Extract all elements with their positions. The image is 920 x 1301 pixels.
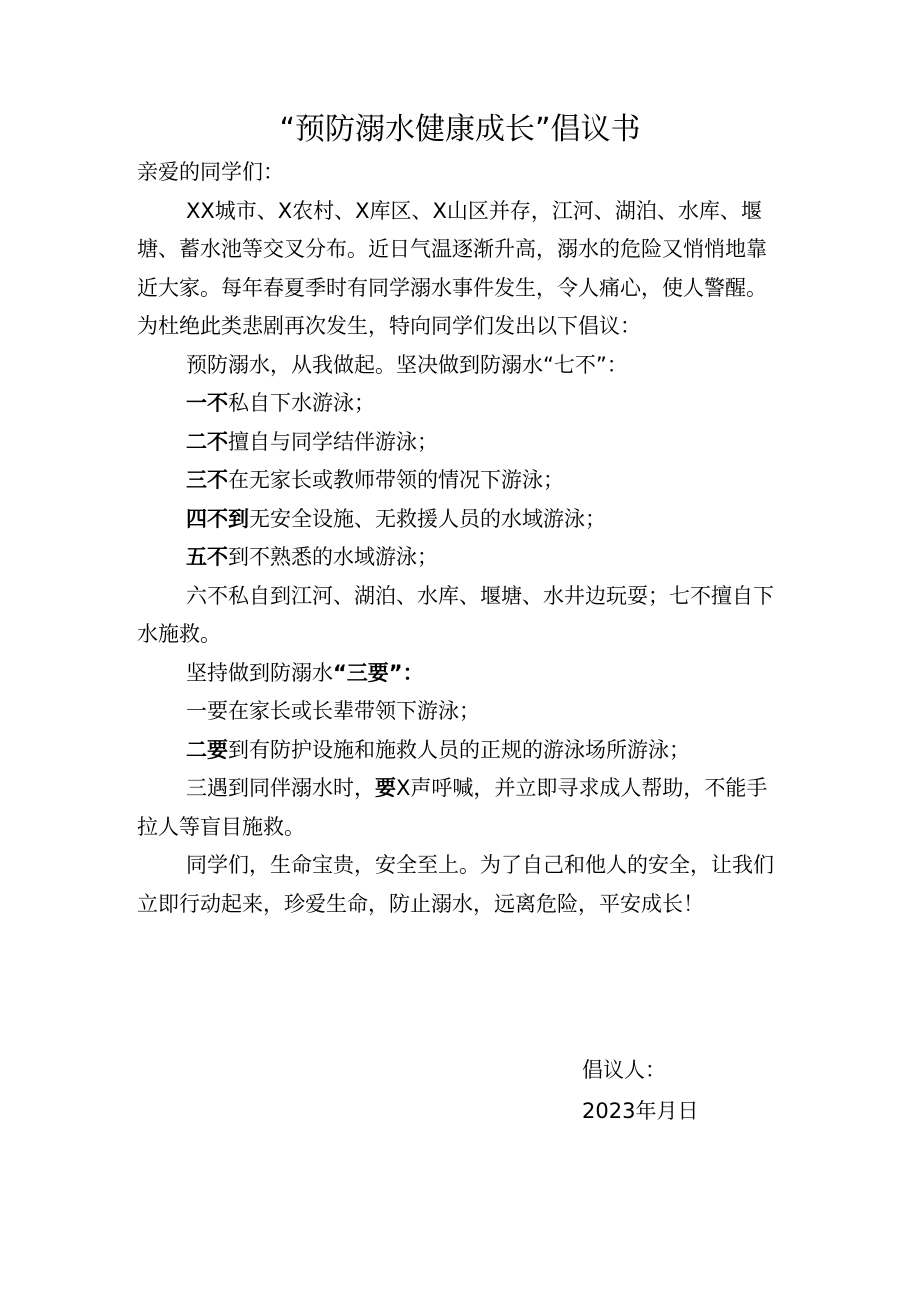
list-item-text: 无安全设施、无救援人员的水域游泳； [249, 506, 606, 531]
three-item-3-lead: 要 [375, 776, 396, 800]
list-item [137, 731, 787, 770]
list-item-text: 私自下水游泳； [228, 391, 375, 415]
list-item-lead: 四不到 [186, 506, 249, 531]
seven-rest-paragraph: 六不私自到江河、湖泊、水库、堰塘、水井边玩耍；七不擅自下水施救。 [137, 583, 774, 646]
three-intro [137, 654, 787, 693]
list-item-text: 一要在家长或长辈带领下游泳； [186, 699, 480, 723]
signature-date: 2023年月日 [582, 1099, 699, 1123]
document-title: “预防溺水健康成长”倡议书 [279, 112, 641, 147]
list-item [137, 423, 787, 462]
list-item-lead: 三不 [186, 468, 228, 492]
list-item-lead: 二不 [186, 429, 228, 454]
three-intro-text: 坚持做到防溺水 [186, 660, 333, 685]
three-item-3-pre: 三遇到同伴溺水时， [186, 776, 375, 800]
list-item-lead: 五不 [186, 545, 228, 569]
list-item [137, 692, 787, 731]
list-item [137, 384, 787, 423]
document-body [137, 153, 787, 923]
seven-intro: 预防溺水，从我做起。坚决做到防溺水“七不”： [186, 352, 628, 377]
list-item-lead: 二要 [186, 737, 228, 762]
greeting: 亲爱的同学们： [137, 160, 284, 184]
closing-paragraph: 同学们，生命宝贵，安全至上。为了自己和他人的安全，让我们立即行动起来，珍爱生命，防止溺水，远离危险，平安成长！ [137, 853, 774, 916]
three-intro-lead: “三要”： [333, 660, 424, 685]
list-item-lead: 一不 [186, 391, 228, 415]
intro-paragraph: XX城市、X农村、X库区、X山区并存，江河、湖泊、水库、堰塘、蓄水池等交叉分布。近日气温逐渐升高，溺水的危险又悄悄地靠近大家。每年春夏季时有同学溺水事件发生，令人痛心，使人警醒。为杜绝此类悲剧再次发生，特向同学们发出以下倡议： [137, 198, 767, 338]
three-item-3-post: X声呼喊，并立即寻求成人帮助，不能手拉人等盲目施救。 [137, 776, 768, 839]
signature-proposer: 倡议人： [582, 1058, 666, 1082]
list-item-text: 擅自与同学结伴游泳； [228, 429, 438, 454]
list-item-text: 到不熟悉的水域游泳； [228, 545, 438, 569]
list-item [137, 461, 787, 500]
list-item-text: 到有防护设施和施救人员的正规的游泳场所游泳； [228, 737, 690, 762]
three-item-3-paragraph [137, 769, 787, 846]
list-item [137, 538, 787, 577]
list-item [137, 500, 787, 539]
list-item-text: 在无家长或教师带领的情况下游泳； [228, 468, 564, 492]
